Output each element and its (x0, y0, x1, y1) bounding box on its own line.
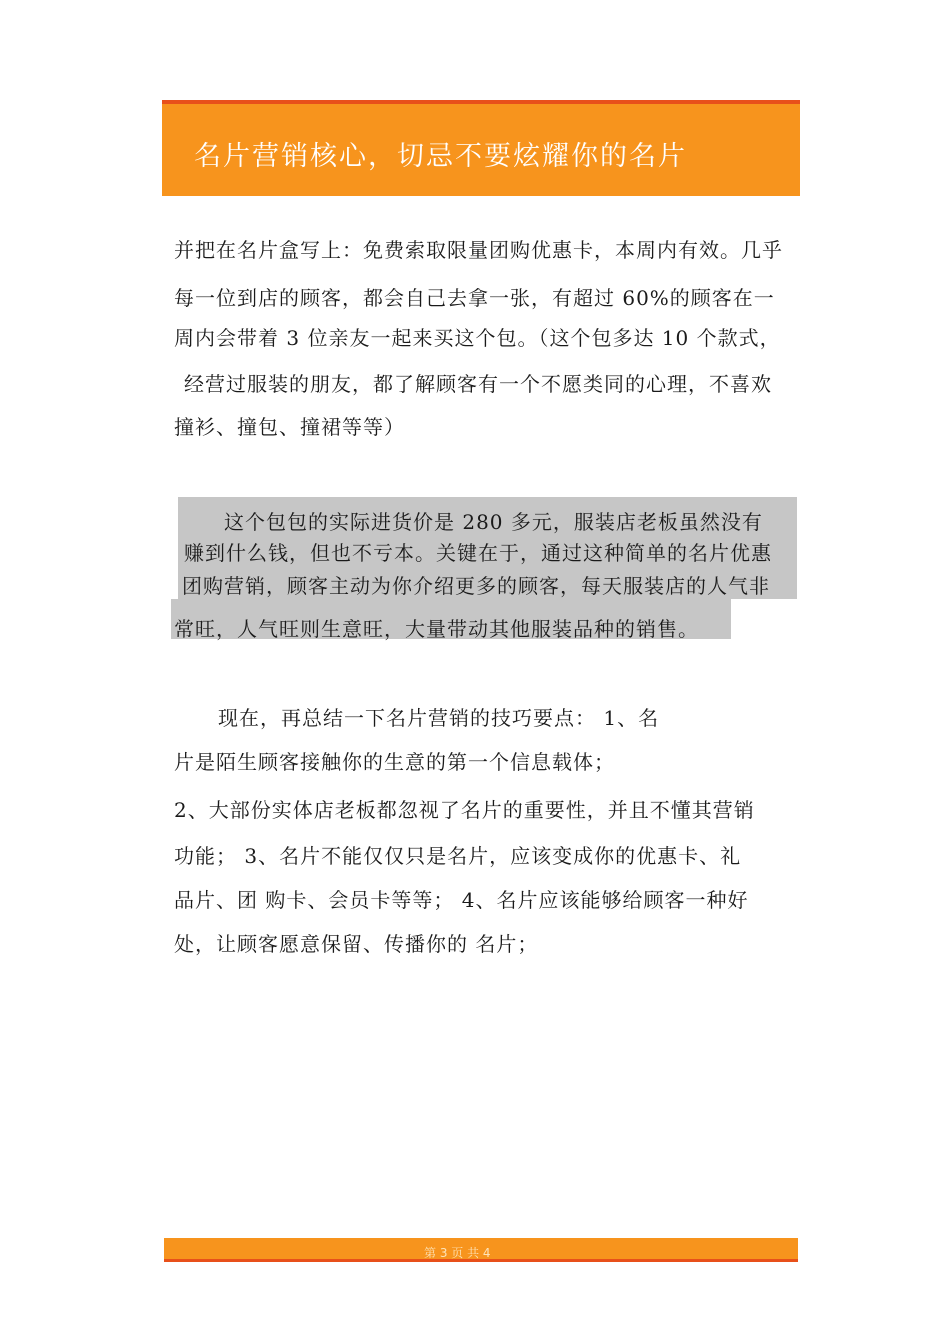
summary-line: 2、大部份实体店老板都忽视了名片的重要性，并且不懂其营销 (174, 798, 755, 822)
paragraph-line: 撞衫、撞包、撞裙等等） (174, 415, 405, 439)
summary-line: 现在，再总结一下名片营销的技巧要点： 1、名 (218, 706, 660, 730)
highlight-line: 常旺，人气旺则生意旺，大量带动其他服装品种的销售。 (174, 617, 699, 641)
highlight-line: 这个包包的实际进货价是 280 多元，服装店老板虽然没有 (224, 510, 763, 534)
summary-line: 处，让顾客愿意保留、传播你的 名片； (174, 932, 539, 956)
highlight-line: 赚到什么钱，但也不亏本。关键在于，通过这种简单的名片优惠 (184, 541, 772, 565)
summary-line: 品片、团 购卡、会员卡等等； 4、名片应该能够给顾客一种好 (174, 888, 749, 912)
highlight-line: 团购营销，顾客主动为你介绍更多的顾客，每天服装店的人气非 (182, 574, 770, 598)
paragraph-line: 周内会带着 3 位亲友一起来买这个包。（这个包多达 10 个款式， (174, 326, 781, 350)
summary-line: 片是陌生顾客接触你的生意的第一个信息载体； (174, 750, 615, 774)
paragraph-line: 经营过服装的朋友，都了解顾客有一个不愿类同的心理，不喜欢 (184, 372, 772, 396)
paragraph-line: 每一位到店的顾客，都会自己去拿一张，有超过 60%的顾客在一 (174, 286, 775, 310)
footer-banner (164, 1238, 798, 1262)
document-title: 名片营销核心，切忌不要炫耀你的名片 (194, 141, 687, 172)
summary-line: 功能； 3、名片不能仅仅只是名片，应该变成你的优惠卡、礼 (174, 844, 742, 868)
paragraph-line: 并把在名片盒写上：免费索取限量团购优惠卡，本周内有效。几乎 (174, 238, 783, 262)
header-banner (162, 100, 800, 196)
page-number: 第 3 页 共 4 (424, 1246, 491, 1260)
